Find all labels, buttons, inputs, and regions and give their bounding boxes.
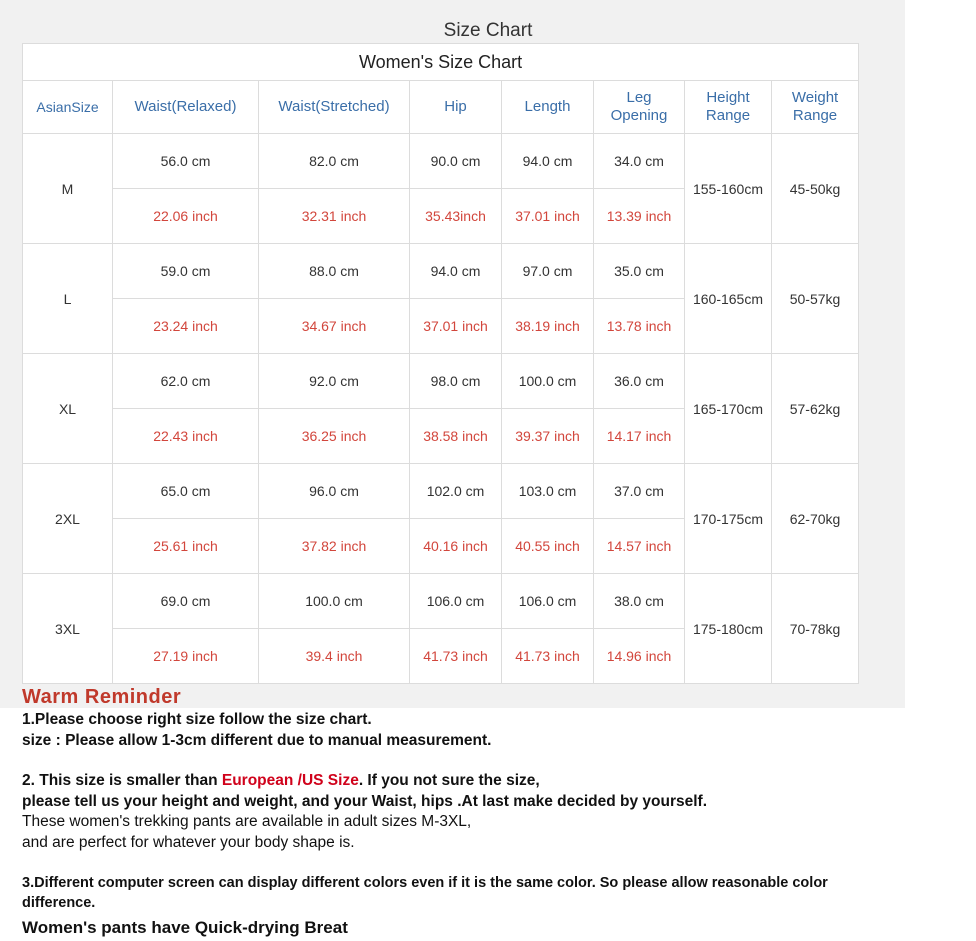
leg-opening-inch-cell: 14.57 inch: [594, 519, 685, 574]
header-waist-relaxed: Waist(Relaxed): [113, 81, 259, 134]
length-cm-cell: 100.0 cm: [502, 354, 594, 409]
leg-opening-cm-cell: 35.0 cm: [594, 244, 685, 299]
height-range-cell: 165-170cm: [685, 354, 772, 464]
waist-stretched-cm-cell: 92.0 cm: [259, 354, 410, 409]
leg-opening-cm-cell: 37.0 cm: [594, 464, 685, 519]
note-line-8: Women's pants have Quick-drying Breat: [22, 918, 348, 937]
waist-stretched-inch-cell: 39.4 inch: [259, 629, 410, 684]
note-line-4: please tell us your height and weight, and your Waist, hips .At last make decided by yourself.: [22, 792, 708, 810]
waist-relaxed-cm-cell: 65.0 cm: [113, 464, 259, 519]
length-inch-cell: 40.55 inch: [502, 519, 594, 574]
waist-relaxed-cm-cell: 62.0 cm: [113, 354, 259, 409]
leg-opening-inch-cell: 13.39 inch: [594, 189, 685, 244]
height-range-cell: 155-160cm: [685, 134, 772, 244]
reminder-title: Warm Reminder: [22, 686, 182, 708]
leg-opening-inch-cell: 14.17 inch: [594, 409, 685, 464]
height-range-cell: 175-180cm: [685, 574, 772, 684]
waist-stretched-inch-cell: 34.67 inch: [259, 299, 410, 354]
warm-reminder-notes: [22, 684, 902, 937]
waist-stretched-cm-cell: 88.0 cm: [259, 244, 410, 299]
header-weight-range: [772, 81, 859, 134]
waist-relaxed-cm-cell: 69.0 cm: [113, 574, 259, 629]
size-label: XL: [23, 354, 113, 464]
weight-range-cell: 57-62kg: [772, 354, 859, 464]
length-cm-cell: 106.0 cm: [502, 574, 594, 629]
leg-opening-cm-cell: 34.0 cm: [594, 134, 685, 189]
header-hip: Hip: [410, 81, 502, 134]
leg-opening-cm-cell: 36.0 cm: [594, 354, 685, 409]
waist-relaxed-cm-cell: 59.0 cm: [113, 244, 259, 299]
header-size: AsianSize: [23, 81, 113, 134]
header-leg-opening-line2: Opening: [610, 107, 668, 124]
note-line-6: and are perfect for whatever your body shape is.: [22, 833, 355, 851]
waist-relaxed-inch-cell: 25.61 inch: [113, 519, 259, 574]
note-line-2: size : Please allow 1-3cm different due to manual measurement.: [22, 731, 492, 749]
weight-range-cell: 70-78kg: [772, 574, 859, 684]
header-weight-line1: Weight: [791, 89, 839, 106]
waist-stretched-cm-cell: 96.0 cm: [259, 464, 410, 519]
header-row: [23, 81, 859, 134]
weight-range-cell: 50-57kg: [772, 244, 859, 354]
table-row: [23, 354, 859, 409]
length-inch-cell: 41.73 inch: [502, 629, 594, 684]
european-us-size-highlight: European /US Size: [221, 772, 359, 789]
length-cm-cell: 103.0 cm: [502, 464, 594, 519]
hip-inch-cell: 35.43inch: [410, 189, 502, 244]
leg-opening-cm-cell: 38.0 cm: [594, 574, 685, 629]
page-title: Size Chart: [443, 20, 533, 41]
size-chart-table: [22, 43, 859, 684]
table-row: [23, 244, 859, 299]
length-inch-cell: 37.01 inch: [502, 189, 594, 244]
size-label: M: [23, 134, 113, 244]
weight-range-cell: 45-50kg: [772, 134, 859, 244]
table-row: [23, 574, 859, 629]
note-line-1: 1.Please choose right size follow the size chart.: [22, 711, 372, 728]
waist-relaxed-inch-cell: 22.43 inch: [113, 409, 259, 464]
header-weight-line2: Range: [792, 107, 838, 124]
leg-opening-inch-cell: 13.78 inch: [594, 299, 685, 354]
hip-cm-cell: 98.0 cm: [410, 354, 502, 409]
length-cm-cell: 94.0 cm: [502, 134, 594, 189]
hip-inch-cell: 40.16 inch: [410, 519, 502, 574]
waist-stretched-cm-cell: 82.0 cm: [259, 134, 410, 189]
table-row: [23, 464, 859, 519]
header-height-line2: Range: [705, 107, 751, 124]
table-title: Women's Size Chart: [23, 44, 859, 81]
note-line-3-start: 2. This size is smaller than: [22, 772, 222, 789]
length-cm-cell: 97.0 cm: [502, 244, 594, 299]
note-line-3: [22, 771, 902, 792]
note-line-7: 3.Different computer screen can display different colors even if it is the same color. So please allow reasonable color difference.: [22, 875, 828, 911]
height-range-cell: 170-175cm: [685, 464, 772, 574]
header-waist-stretched: Waist(Stretched): [259, 81, 410, 134]
table-row: [23, 134, 859, 189]
hip-inch-cell: 37.01 inch: [410, 299, 502, 354]
waist-relaxed-inch-cell: 23.24 inch: [113, 299, 259, 354]
waist-stretched-inch-cell: 37.82 inch: [259, 519, 410, 574]
waist-stretched-inch-cell: 36.25 inch: [259, 409, 410, 464]
hip-inch-cell: 41.73 inch: [410, 629, 502, 684]
size-label: 2XL: [23, 464, 113, 574]
height-range-cell: 160-165cm: [685, 244, 772, 354]
size-label: 3XL: [23, 574, 113, 684]
header-length: Length: [502, 81, 594, 134]
hip-cm-cell: 90.0 cm: [410, 134, 502, 189]
hip-cm-cell: 94.0 cm: [410, 244, 502, 299]
waist-stretched-inch-cell: 32.31 inch: [259, 189, 410, 244]
header-height-range: [685, 81, 772, 134]
waist-relaxed-inch-cell: 22.06 inch: [113, 189, 259, 244]
waist-relaxed-inch-cell: 27.19 inch: [113, 629, 259, 684]
length-inch-cell: 39.37 inch: [502, 409, 594, 464]
header-leg-opening-line1: Leg: [626, 89, 652, 106]
waist-stretched-cm-cell: 100.0 cm: [259, 574, 410, 629]
hip-inch-cell: 38.58 inch: [410, 409, 502, 464]
waist-relaxed-cm-cell: 56.0 cm: [113, 134, 259, 189]
note-line-5: These women's trekking pants are available in adult sizes M-3XL,: [22, 813, 472, 830]
size-label: L: [23, 244, 113, 354]
note-line-3-end: . If you not sure the size,: [358, 772, 540, 789]
weight-range-cell: 62-70kg: [772, 464, 859, 574]
hip-cm-cell: 106.0 cm: [410, 574, 502, 629]
leg-opening-inch-cell: 14.96 inch: [594, 629, 685, 684]
length-inch-cell: 38.19 inch: [502, 299, 594, 354]
header-leg-opening: [594, 81, 685, 134]
hip-cm-cell: 102.0 cm: [410, 464, 502, 519]
header-height-line1: Height: [706, 89, 750, 106]
